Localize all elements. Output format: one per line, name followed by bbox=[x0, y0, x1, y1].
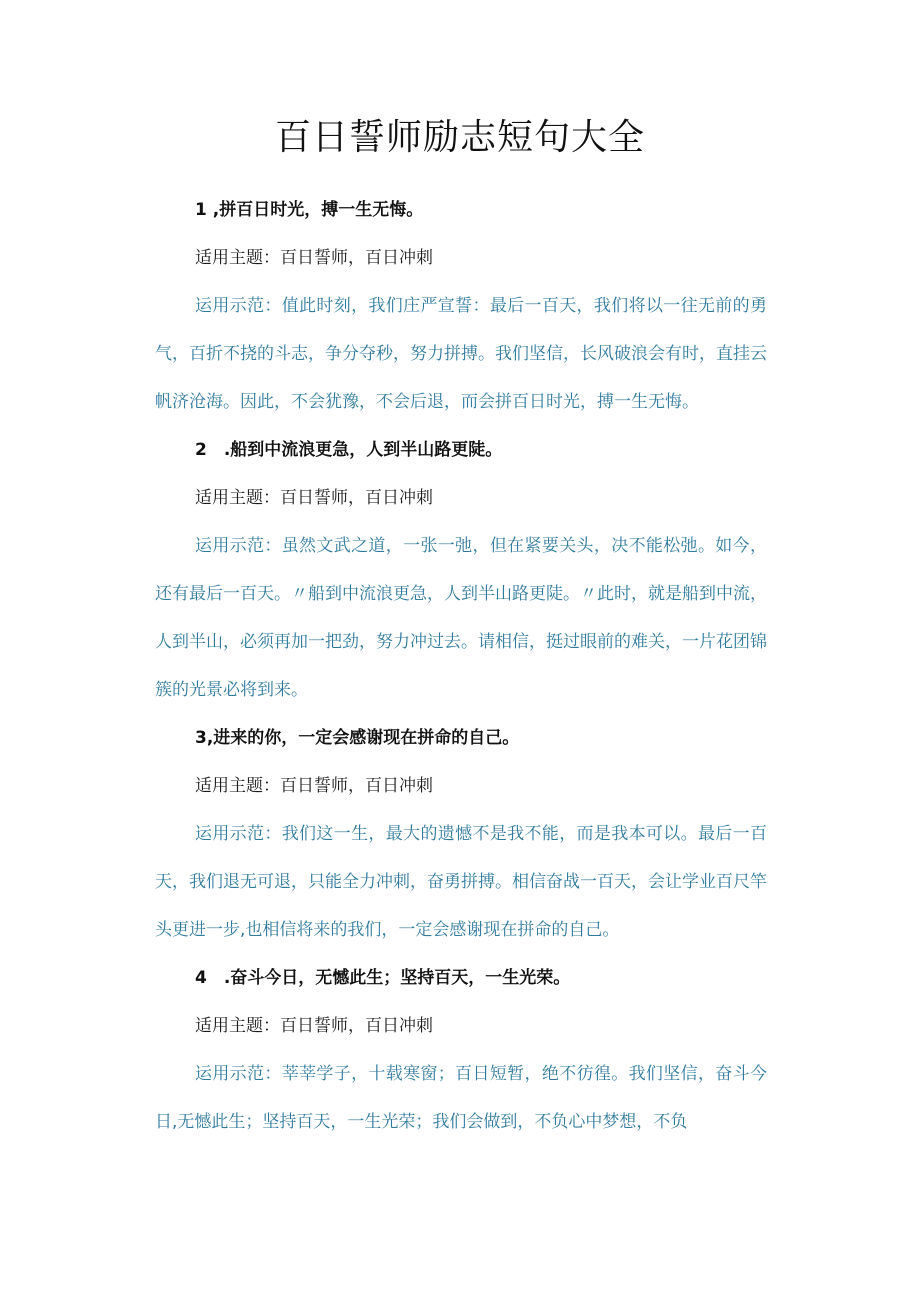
section-heading: 4 .奋斗今日，无憾此生；坚持百天，一生光荣。 bbox=[195, 968, 571, 988]
section-heading: 2 .船到中流浪更急，人到半山路更陡。 bbox=[195, 440, 503, 460]
section-theme: 适用主题：百日誓师，百日冲刺 bbox=[195, 488, 433, 508]
section-2 bbox=[155, 426, 767, 714]
section-1 bbox=[155, 186, 767, 426]
section-example: 运用示范：虽然文武之道，一张一弛，但在紧要关头，决不能松弛。如今，还有最后一百天。〃船到中流浪更急，人到半山路更陡。〃此时，就是船到中流，人到半山，必须再加一把劲，努力冲过去。请相信，挺过眼前的难关，一片花团锦簇的光景必将到来。 bbox=[155, 536, 767, 700]
section-example: 运用示范：值此时刻，我们庄严宣誓：最后一百天，我们将以一往无前的勇气，百折不挠的斗志，争分夺秒，努力拼搏。我们坚信，长风破浪会有时，直挂云帆济沧海。因此，不会犹豫，不会后退，而会拼百日时光，搏一生无悔。 bbox=[155, 296, 767, 412]
section-heading: 3,进来的你，一定会感谢现在拼命的自己。 bbox=[195, 728, 520, 748]
section-theme: 适用主题：百日誓师，百日冲刺 bbox=[195, 776, 433, 796]
section-theme: 适用主题：百日誓师，百日冲刺 bbox=[195, 1016, 433, 1036]
document-body bbox=[155, 186, 767, 1146]
section-heading: 1 ,拼百日时光，搏一生无悔。 bbox=[195, 200, 424, 220]
section-3 bbox=[155, 714, 767, 954]
section-theme: 适用主题：百日誓师，百日冲刺 bbox=[195, 248, 433, 268]
section-example: 运用示范：我们这一生，最大的遗憾不是我不能，而是我本可以。最后一百天，我们退无可退，只能全力冲刺，奋勇拼搏。相信奋战一百天，会让学业百尺竿头更进一步,也相信将来的我们，一定会感谢现在拼命的自己。 bbox=[155, 824, 767, 940]
document-title: 百日誓师励志短句大全 bbox=[274, 117, 645, 158]
section-4 bbox=[155, 954, 767, 1146]
section-example: 运用示范：莘莘学子，十载寒窗；百日短暂，绝不彷徨。我们坚信，奋斗今日,无憾此生；坚持百天，一生光荣；我们会做到，不负心中梦想，不负 bbox=[155, 1064, 767, 1132]
